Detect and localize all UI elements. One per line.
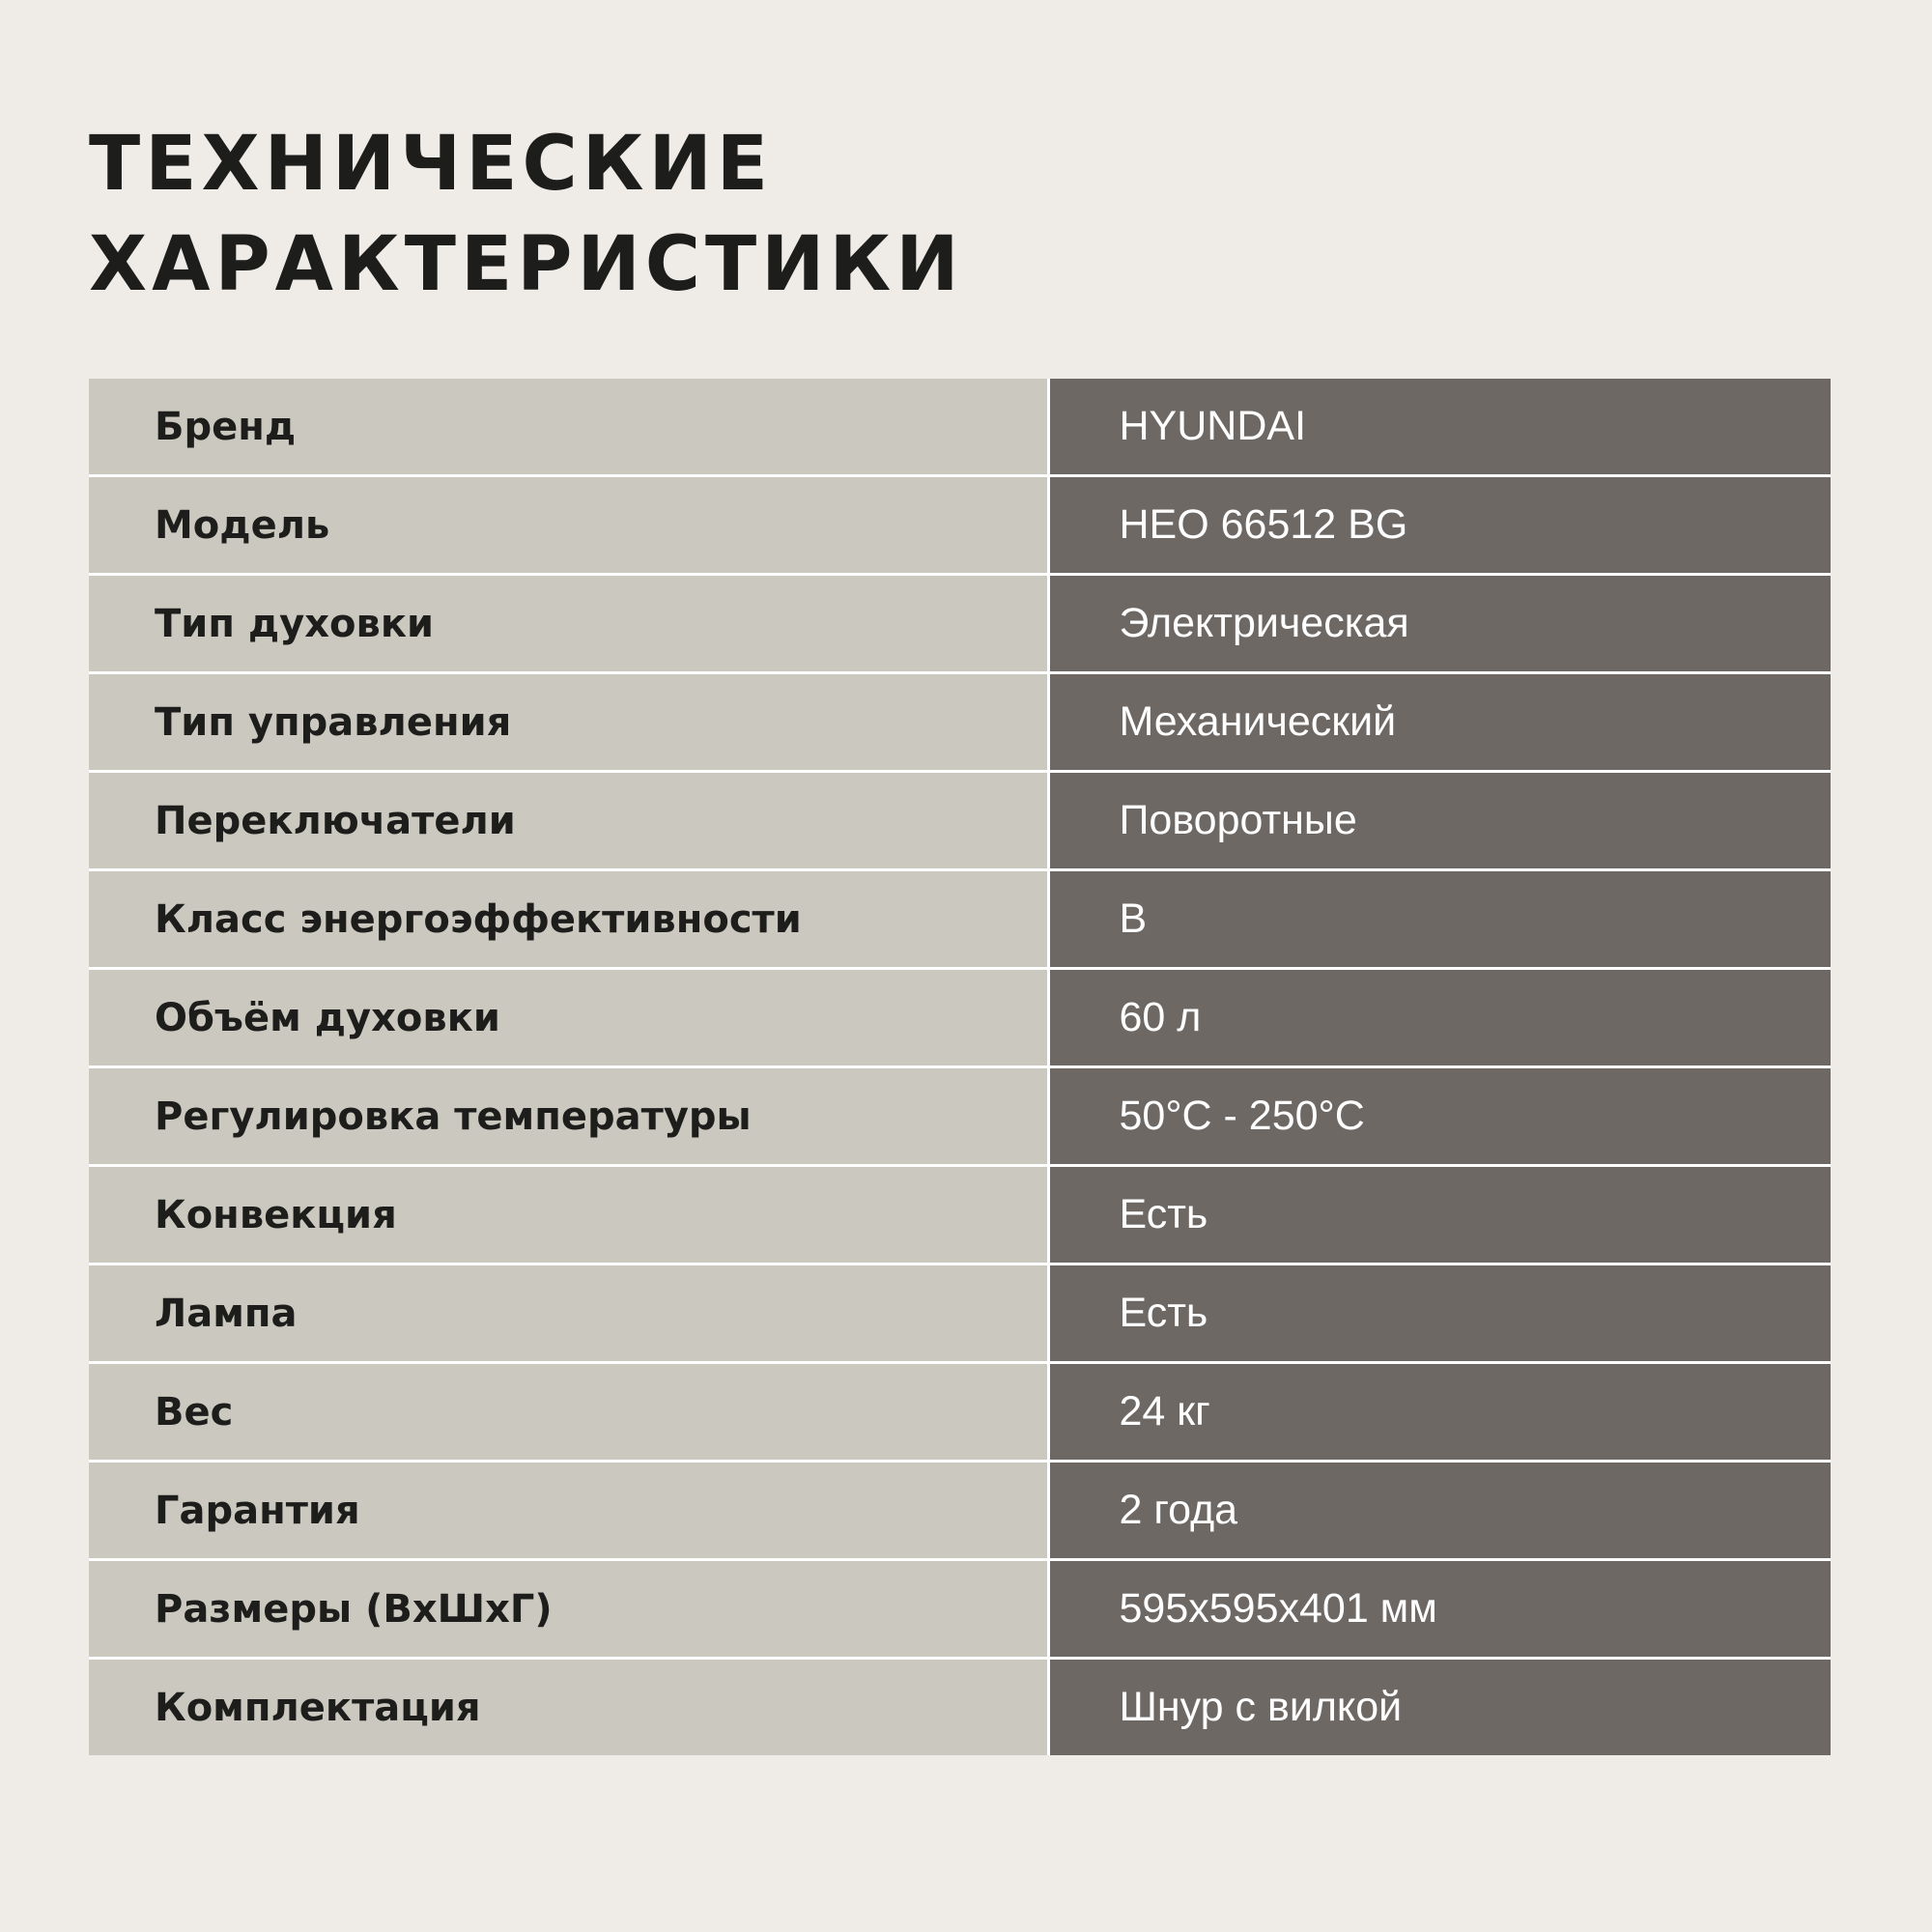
spec-row-package [89,1659,1831,1756]
spec-label: Вес [89,1363,1048,1462]
spec-label: Лампа [89,1264,1048,1363]
spec-label: Регулировка температуры [89,1067,1048,1166]
spec-value: HEO 66512 BG [1048,476,1831,575]
page-title [89,114,964,315]
spec-value: Поворотные [1048,772,1831,870]
spec-row-dimensions [89,1560,1831,1659]
spec-value: Есть [1048,1166,1831,1264]
spec-value: 24 кг [1048,1363,1831,1462]
spec-value: 2 года [1048,1462,1831,1560]
spec-label: Модель [89,476,1048,575]
page-title-line-2: ХАРАКТЕРИСТИКИ [89,221,964,308]
spec-value: B [1048,870,1831,969]
spec-row-control-type [89,673,1831,772]
spec-label: Тип управления [89,673,1048,772]
spec-value: Механический [1048,673,1831,772]
spec-value: 50°C - 250°C [1048,1067,1831,1166]
spec-label: Конвекция [89,1166,1048,1264]
spec-label: Бренд [89,379,1048,476]
spec-row-model [89,476,1831,575]
spec-value: 60 л [1048,969,1831,1067]
spec-row-energy-class [89,870,1831,969]
spec-value: HYUNDAI [1048,379,1831,476]
spec-label: Гарантия [89,1462,1048,1560]
spec-label: Комплектация [89,1659,1048,1756]
spec-row-switches [89,772,1831,870]
spec-value: Шнур с вилкой [1048,1659,1831,1756]
spec-value: Электрическая [1048,575,1831,673]
spec-label: Объём духовки [89,969,1048,1067]
page-title-line-1: ТЕХНИЧЕСКИЕ [89,121,774,208]
spec-row-oven-type [89,575,1831,673]
spec-row-temperature [89,1067,1831,1166]
spec-label: Тип духовки [89,575,1048,673]
spec-row-weight [89,1363,1831,1462]
spec-row-volume [89,969,1831,1067]
spec-table [89,379,1831,1755]
spec-row-brand [89,379,1831,476]
spec-label: Переключатели [89,772,1048,870]
spec-row-warranty [89,1462,1831,1560]
spec-label: Размеры (ВхШхГ) [89,1560,1048,1659]
spec-label: Класс энергоэффективности [89,870,1048,969]
spec-row-lamp [89,1264,1831,1363]
spec-value: Есть [1048,1264,1831,1363]
spec-value: 595x595x401 мм [1048,1560,1831,1659]
spec-row-convection [89,1166,1831,1264]
